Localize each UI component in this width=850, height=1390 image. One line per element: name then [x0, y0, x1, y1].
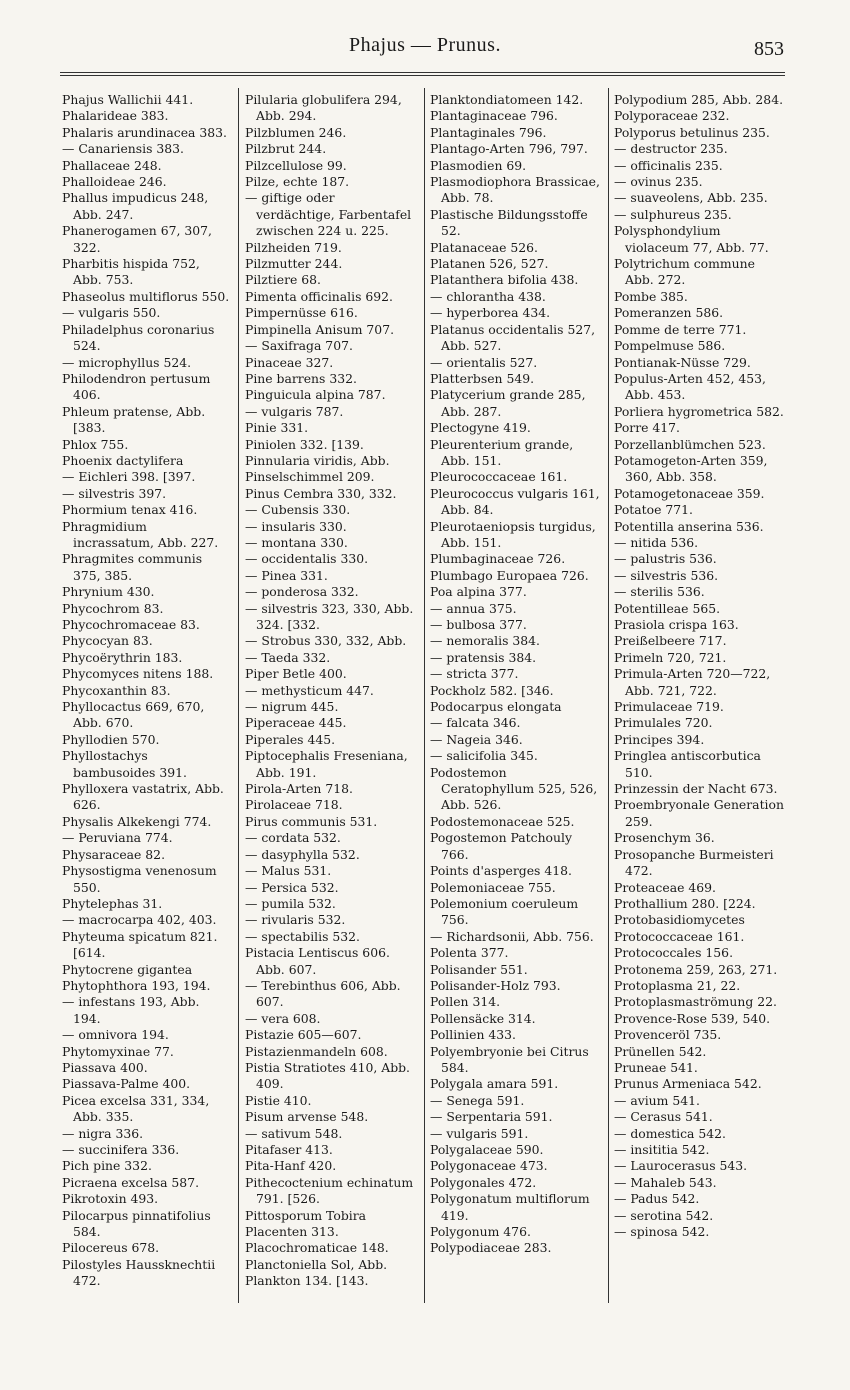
index-entry: Plumbago Europaea 726. — [430, 567, 589, 583]
index-entry: Plastische Bildungsstoffe 52. — [430, 206, 588, 239]
index-entry: Physostigma venenosum 550. — [62, 863, 217, 895]
index-entry: Pontianak-Nüsse 729. — [614, 354, 751, 370]
index-entry: Piptocephalis Freseniana, Abb. 191. — [245, 748, 408, 780]
index-entry: Polygala amara 591. — [430, 1076, 559, 1092]
index-entry: — Pinea 331. — [245, 567, 328, 583]
index-entry: Pistie 410. — [245, 1092, 312, 1108]
index-entry: Primulaceae 719. — [614, 699, 724, 715]
index-entry: Pollen 314. — [430, 994, 501, 1010]
index-entry: Philadelphus coronarius 524. — [62, 321, 215, 354]
index-entry: — bulbosa 377. — [430, 617, 527, 632]
index-entry: — insularis 330. — [245, 518, 347, 534]
index-entry: Phaseolus multiflorus 550. — [62, 288, 230, 304]
index-entry: Pilocereus 678. — [62, 1240, 160, 1256]
index-entry: Protonema 259, 263, 271. — [614, 961, 778, 977]
index-entry: — silvestris 323, 330, Abb. 324. [332. — [245, 600, 414, 632]
index-entry: Polytrichum commune Abb. 272. — [614, 256, 755, 288]
index-entry: Provence-Rose 539, 540. — [614, 1010, 771, 1026]
index-entry: Proembryonale Generation 259. — [614, 797, 784, 829]
index-entry: — Malus 531. — [245, 863, 332, 879]
index-entry: Plasmodien 69. — [430, 157, 527, 173]
index-entry: Phajus Wallichii 441. — [62, 92, 194, 107]
index-entry: Phytophthora 193, 194. — [62, 977, 211, 993]
index-entry: Phycoxanthin 83. — [62, 682, 171, 698]
index-entry: Physalis Alkekengi 774. — [62, 813, 212, 829]
index-entry: — Taeda 332. — [245, 649, 331, 665]
index-entry: Proteaceae 469. — [614, 879, 716, 895]
index-entry: Pimpinella Anisum 707. — [245, 321, 395, 337]
index-entry: — dasyphylla 532. — [245, 846, 360, 862]
index-entry: — spectabilis 532. — [245, 928, 360, 944]
running-header: Phajus — Prunus. — [349, 34, 501, 56]
index-entry: Pompelmuse 586. — [614, 338, 726, 354]
index-entry: — insititia 542. — [614, 1142, 710, 1157]
index-entry: Phycochrom 83. — [62, 600, 164, 616]
index-entry: — annua 375. — [430, 600, 517, 616]
index-entry: Pitafaser 413. — [245, 1142, 333, 1157]
index-entry: Pilularia globulifera 294, Abb. 294. — [245, 92, 402, 124]
index-entry: — Serpentaria 591. — [430, 1109, 553, 1125]
index-entry: Polygonum 476. — [430, 1224, 531, 1240]
index-entry: Polyporus betulinus 235. — [614, 124, 770, 140]
index-entry: — pratensis 384. — [430, 649, 537, 665]
page-number: 853 — [754, 38, 784, 60]
index-entry: Platanaceae 526. — [430, 239, 538, 255]
index-entry: Polygonales 472. — [430, 1174, 537, 1190]
index-entry: Phragmites communis 375, 385. — [62, 551, 203, 583]
index-column-4 — [614, 92, 786, 1307]
index-column-1 — [62, 92, 230, 1307]
index-entry: Pirolaceae 718. — [245, 797, 343, 813]
index-entry: Plumbaginaceae 726. — [430, 551, 566, 567]
index-entry: Prosopanche Burmeisteri 472. — [614, 846, 774, 879]
index-entry: Physaraceae 82. — [62, 846, 166, 862]
index-entry: Poa alpina 377. — [430, 584, 527, 600]
index-entry: — officinalis 235. — [614, 157, 723, 173]
index-entry: — Strobus 330, 332, Abb. — [245, 633, 407, 649]
index-entry: Phylloxera vastatrix, Abb. 626. — [62, 781, 224, 813]
index-entry: Phyllostachys bambusoides 391. — [62, 748, 187, 780]
index-entry: — vulgaris 787. — [245, 403, 344, 419]
index-entry: — domestica 542. — [614, 1125, 726, 1141]
index-entry: Phallaceae 248. — [62, 157, 162, 173]
index-entry: Plectogyne 419. — [430, 420, 531, 436]
index-entry: — rivularis 532. — [245, 912, 346, 928]
index-entry: — nitida 536. — [614, 534, 699, 550]
index-entry: Pleurococcaceae 161. — [430, 469, 568, 485]
index-entry: Primeln 720, 721. — [614, 649, 727, 665]
index-entry: — Mahaleb 543. — [614, 1174, 717, 1190]
index-entry: Potamogetonaceae 359. — [614, 485, 765, 501]
index-entry: Planktondiatomeen 142. — [430, 92, 584, 107]
index-entry: — Padus 542. — [614, 1191, 700, 1207]
index-entry: Philodendron pertusum 406. — [62, 370, 211, 403]
index-entry: Phrynium 430. — [62, 584, 155, 600]
index-entry: Piperales 445. — [245, 731, 336, 747]
index-entry: Prinzessin der Nacht 673. — [614, 781, 778, 797]
index-entry: — omnivora 194. — [62, 1027, 169, 1043]
index-entry: Polenta 377. — [430, 945, 509, 961]
index-entry: Polyembryonie bei Citrus 584. — [430, 1043, 589, 1075]
column-divider — [608, 88, 609, 1303]
index-entry: Piassava-Palme 400. — [62, 1076, 191, 1092]
index-entry: — avium 541. — [614, 1092, 700, 1108]
index-entry: Pollinien 433. — [430, 1027, 516, 1043]
index-entry: Phycocyan 83. — [62, 633, 153, 649]
index-entry: — Senega 591. — [430, 1092, 525, 1108]
index-entry: Platanus occidentalis 527, Abb. 527. — [430, 321, 596, 354]
index-entry: — salicifolia 345. — [430, 748, 538, 764]
index-column-3 — [430, 92, 602, 1307]
index-entry: Piniolen 332. [139. — [245, 436, 364, 452]
index-entry: Plasmodiophora Brassicae, Abb. 78. — [430, 174, 600, 206]
index-entry: — vera 608. — [245, 1010, 321, 1026]
index-entry: — nigra 336. — [62, 1125, 144, 1141]
index-entry: Points d'asperges 418. — [430, 863, 572, 879]
index-entry: — sulphureus 235. — [614, 206, 732, 222]
index-entry: — silvestris 397. — [62, 485, 167, 501]
index-entry: Phycochromaceae 83. — [62, 617, 200, 632]
index-entry: Potamogeton-Arten 359, 360, Abb. 358. — [614, 452, 768, 485]
index-entry: — falcata 346. — [430, 715, 521, 731]
index-entry: Pittosporum Tobira — [245, 1207, 367, 1223]
index-entry: Pinnularia viridis, Abb. — [245, 452, 390, 468]
index-entry: Podostemonaceae 525. — [430, 813, 575, 829]
index-entry: Platanthera bifolia 438. — [430, 272, 579, 288]
index-entry: Pistacia Lentiscus 606. Abb. 607. — [245, 945, 390, 977]
index-entry: Pharbitis hispida 752, Abb. 753. — [62, 256, 200, 288]
index-entry: Piper Betle 400. — [245, 666, 347, 682]
index-entry: Pilzmutter 244. — [245, 256, 343, 272]
index-entry: Pistazienmandeln 608. — [245, 1043, 388, 1059]
index-entry: Piassava 400. — [62, 1059, 148, 1075]
index-entry: Pollensäcke 314. — [430, 1010, 536, 1026]
index-entry: — Richardsonii, Abb. 756. — [430, 928, 594, 944]
index-entry: Pomme de terre 771. — [614, 321, 747, 337]
index-entry: — stricta 377. — [430, 666, 519, 682]
index-entry: Podocarpus elongata — [430, 699, 562, 715]
index-entry: — nemoralis 384. — [430, 633, 540, 649]
index-entry: — spinosa 542. — [614, 1224, 710, 1240]
index-entry: Phytocrene gigantea — [62, 961, 193, 977]
index-entry: Polemonium coeruleum 756. — [430, 895, 579, 928]
index-entry: Pimenta officinalis 692. — [245, 288, 393, 304]
index-entry: Piperaceae 445. — [245, 715, 347, 731]
index-entry: Platterbsen 549. — [430, 370, 535, 386]
index-entry: Phanerogamen 67, 307, 322. — [62, 223, 212, 255]
index-entry: Phallus impudicus 248, Abb. 247. — [62, 190, 209, 222]
index-entry: — palustris 536. — [614, 551, 717, 567]
index-entry: — occidentalis 330. — [245, 551, 369, 567]
index-entry: Porliera hygrometrica 582. — [614, 403, 784, 419]
index-entry: Pilzheiden 719. — [245, 239, 342, 255]
index-entry: — montana 330. — [245, 534, 348, 550]
index-entry: — ponderosa 332. — [245, 584, 359, 600]
index-entry: Phalloideae 246. — [62, 174, 167, 190]
index-entry: Pistia Stratiotes 410, Abb. 409. — [245, 1059, 410, 1092]
index-entry: Picraena excelsa 587. — [62, 1174, 200, 1190]
index-entry: Populus-Arten 452, 453, Abb. 453. — [614, 370, 766, 403]
index-entry: Provenceröl 735. — [614, 1027, 722, 1043]
index-entry: — Nageia 346. — [430, 731, 523, 747]
index-entry: Protoplasma 21, 22. — [614, 977, 741, 993]
index-entry: Pilze, echte 187. — [245, 174, 350, 190]
index-entry: Prunus Armeniaca 542. — [614, 1076, 762, 1092]
index-entry: Pirus communis 531. — [245, 813, 378, 829]
index-entry: Pogostemon Patchouly 766. — [430, 830, 572, 862]
index-entry: Potentilleae 565. — [614, 600, 721, 616]
index-entry: — orientalis 527. — [430, 354, 538, 370]
index-entry: — Eichleri 398. [397. — [62, 469, 196, 485]
index-entry: Plantaginales 796. — [430, 124, 547, 140]
index-entry: Pringlea antiscorbutica 510. — [614, 748, 761, 780]
index-entry: — hyperborea 434. — [430, 305, 551, 321]
index-entry: Pithecoctenium echinatum 791. [526. — [245, 1174, 414, 1207]
index-entry: Protococcales 156. — [614, 945, 734, 961]
index-entry: Principes 394. — [614, 731, 705, 747]
index-entry: Phycoërythrin 183. — [62, 649, 183, 665]
index-entry: — sativum 548. — [245, 1125, 343, 1141]
index-entry: Protoplasmaströmung 22. — [614, 994, 777, 1010]
index-entry: Planctoniella Sol, Abb. — [245, 1256, 388, 1272]
index-entry: — macrocarpa 402, 403. — [62, 912, 217, 928]
index-entry: Protobasidiomycetes — [614, 912, 745, 928]
index-entry: Polypodium 285, Abb. 284. — [614, 92, 784, 107]
index-entry: Pine barrens 332. — [245, 370, 357, 386]
index-entry: Pleurotaeniopsis turgidus, Abb. 151. — [430, 518, 596, 550]
index-entry: — Persica 532. — [245, 879, 339, 895]
index-entry: — destructor 235. — [614, 141, 728, 157]
index-entry: Protococcaceae 161. — [614, 928, 745, 944]
index-entry: Potatoe 771. — [614, 502, 693, 518]
index-entry: — Canariensis 383. — [62, 141, 184, 157]
column-divider — [238, 88, 239, 1303]
index-entry: Pleurococcus vulgaris 161, Abb. 84. — [430, 485, 600, 518]
index-entry: Plankton 134. [143. — [245, 1273, 369, 1289]
index-entry: Platanen 526, 527. — [430, 256, 549, 272]
index-entry: — nigrum 445. — [245, 699, 339, 715]
index-entry: Phyllocactus 669, 670, Abb. 670. — [62, 699, 205, 731]
index-entry: — vulgaris 591. — [430, 1125, 529, 1141]
index-entry: — Cerasus 541. — [614, 1109, 713, 1125]
index-entry: — vulgaris 550. — [62, 305, 161, 321]
index-entry: — chlorantha 438. — [430, 288, 546, 304]
index-entry: Phycomyces nitens 188. — [62, 666, 214, 682]
index-entry: Podostemon Ceratophyllum 525, 526, Abb. 526. — [430, 764, 598, 813]
index-entry: Polysphondylium violaceum 77, Abb. 77. — [614, 223, 769, 255]
index-entry: Pilocarpus pinnatifolius 584. — [62, 1207, 211, 1240]
index-entry: Pilzbrut 244. — [245, 141, 327, 157]
index-entry: Plantago-Arten 796, 797. — [430, 141, 588, 157]
index-entry: Phyteuma spicatum 821. [614. — [62, 928, 218, 961]
index-entry: Potentilla anserina 536. — [614, 518, 764, 534]
index-entry: Porzellanblümchen 523. — [614, 436, 766, 452]
index-entry: — Saxifraga 707. — [245, 338, 353, 354]
index-entry: Pinselschimmel 209. — [245, 469, 375, 485]
index-entry: Pistazie 605—607. — [245, 1027, 362, 1043]
index-entry: Pruneae 541. — [614, 1059, 698, 1075]
index-entry: Pilostyles Haussknechtii 472. — [62, 1256, 216, 1289]
index-entry: Picea excelsa 331, 334, Abb. 335. — [62, 1092, 210, 1125]
index-entry: Prünellen 542. — [614, 1043, 707, 1059]
header-rule — [60, 72, 785, 76]
index-entry: Polisander 551. — [430, 961, 528, 977]
index-column-2 — [245, 92, 417, 1307]
index-entry: Primulales 720. — [614, 715, 713, 731]
index-entry: Pinus Cembra 330, 332. — [245, 485, 397, 501]
index-entry: Pomeranzen 586. — [614, 305, 724, 321]
index-entry: Placochromaticae 148. — [245, 1240, 389, 1256]
index-entry: Platycerium grande 285, Abb. 287. — [430, 387, 586, 419]
index-entry: Pinguicula alpina 787. — [245, 387, 386, 403]
index-entry: Polygonaceae 473. — [430, 1158, 548, 1174]
index-entry: — Peruviana 774. — [62, 830, 173, 846]
index-entry: Pimpernüsse 616. — [245, 305, 358, 321]
index-entry: — Laurocerasus 543. — [614, 1158, 748, 1174]
index-entry: Polygonatum multiflorum 419. — [430, 1191, 590, 1223]
index-entry: Pinaceae 327. — [245, 354, 334, 370]
index-entry: — ovinus 235. — [614, 174, 703, 190]
index-entry: Phlox 755. — [62, 436, 129, 452]
index-entry: Prothallium 280. [224. — [614, 895, 756, 911]
index-entry: Prasiola crispa 163. — [614, 617, 739, 632]
index-entry: Pich pine 332. — [62, 1158, 152, 1174]
index-entry: Phytelephas 31. — [62, 895, 163, 911]
index-entry: Prosenchym 36. — [614, 830, 715, 846]
index-entry: Phalarideae 383. — [62, 108, 169, 124]
index-entry: Placenten 313. — [245, 1224, 339, 1240]
index-entry: — cordata 532. — [245, 830, 341, 846]
index-entry: Pockholz 582. [346. — [430, 682, 554, 698]
index-entry: Polisander-Holz 793. — [430, 977, 561, 993]
index-entry: Pita-Hanf 420. — [245, 1158, 337, 1174]
index-entry: Phragmidium incrassatum, Abb. 227. — [62, 518, 219, 550]
index-entry: Phleum pratense, Abb. [383. — [62, 403, 206, 436]
index-entry: — microphyllus 524. — [62, 354, 192, 370]
index-entry: Polygalaceae 590. — [430, 1142, 544, 1157]
index-entry: Pilzblumen 246. — [245, 124, 347, 140]
index-entry: — serotina 542. — [614, 1207, 714, 1223]
index-entry: — sterilis 536. — [614, 584, 705, 600]
index-entry: Polypodiaceae 283. — [430, 1240, 552, 1256]
index-entry: Porre 417. — [614, 420, 681, 436]
index-entry: — succinifera 336. — [62, 1142, 180, 1157]
index-entry: Pisum arvense 548. — [245, 1109, 369, 1125]
index-entry: Pirola-Arten 718. — [245, 781, 353, 797]
index-entry: Pilztiere 68. — [245, 272, 321, 288]
index-entry: Pikrotoxin 493. — [62, 1191, 159, 1207]
index-entry: Polyporaceae 232. — [614, 108, 730, 124]
index-entry: Preißelbeere 717. — [614, 633, 727, 649]
index-entry: Pleurenterium grande, Abb. 151. — [430, 436, 574, 468]
index-entry: — methysticum 447. — [245, 682, 374, 698]
index-entry: — Cubensis 330. — [245, 502, 351, 518]
index-entry: Phyllodien 570. — [62, 731, 160, 747]
index-entry: Pinie 331. — [245, 420, 309, 436]
column-divider — [424, 88, 425, 1303]
index-entry: Primula-Arten 720—722, Abb. 721, 722. — [614, 666, 771, 698]
index-entry: Phormium tenax 416. — [62, 502, 198, 518]
index-entry: Phytomyxinae 77. — [62, 1043, 174, 1059]
index-entry: — suaveolens, Abb. 235. — [614, 190, 768, 206]
index-entry: Pilzcellulose 99. — [245, 157, 347, 173]
index-entry: Pombe 385. — [614, 288, 688, 304]
index-entry: Phoenix dactylifera — [62, 452, 184, 468]
index-entry: Plantaginaceae 796. — [430, 108, 558, 124]
index-entry: Polemoniaceae 755. — [430, 879, 556, 895]
index-entry: — silvestris 536. — [614, 567, 719, 583]
index-entry: — infestans 193, Abb. 194. — [62, 994, 200, 1026]
index-entry: — Terebinthus 606, Abb. 607. — [245, 977, 401, 1010]
index-entry: Phalaris arundinacea 383. — [62, 124, 227, 140]
index-entry: — pumila 532. — [245, 895, 336, 911]
index-entry: — giftige oder verdächtige, Farbentafel zwischen 224 u. 225. — [245, 190, 412, 239]
